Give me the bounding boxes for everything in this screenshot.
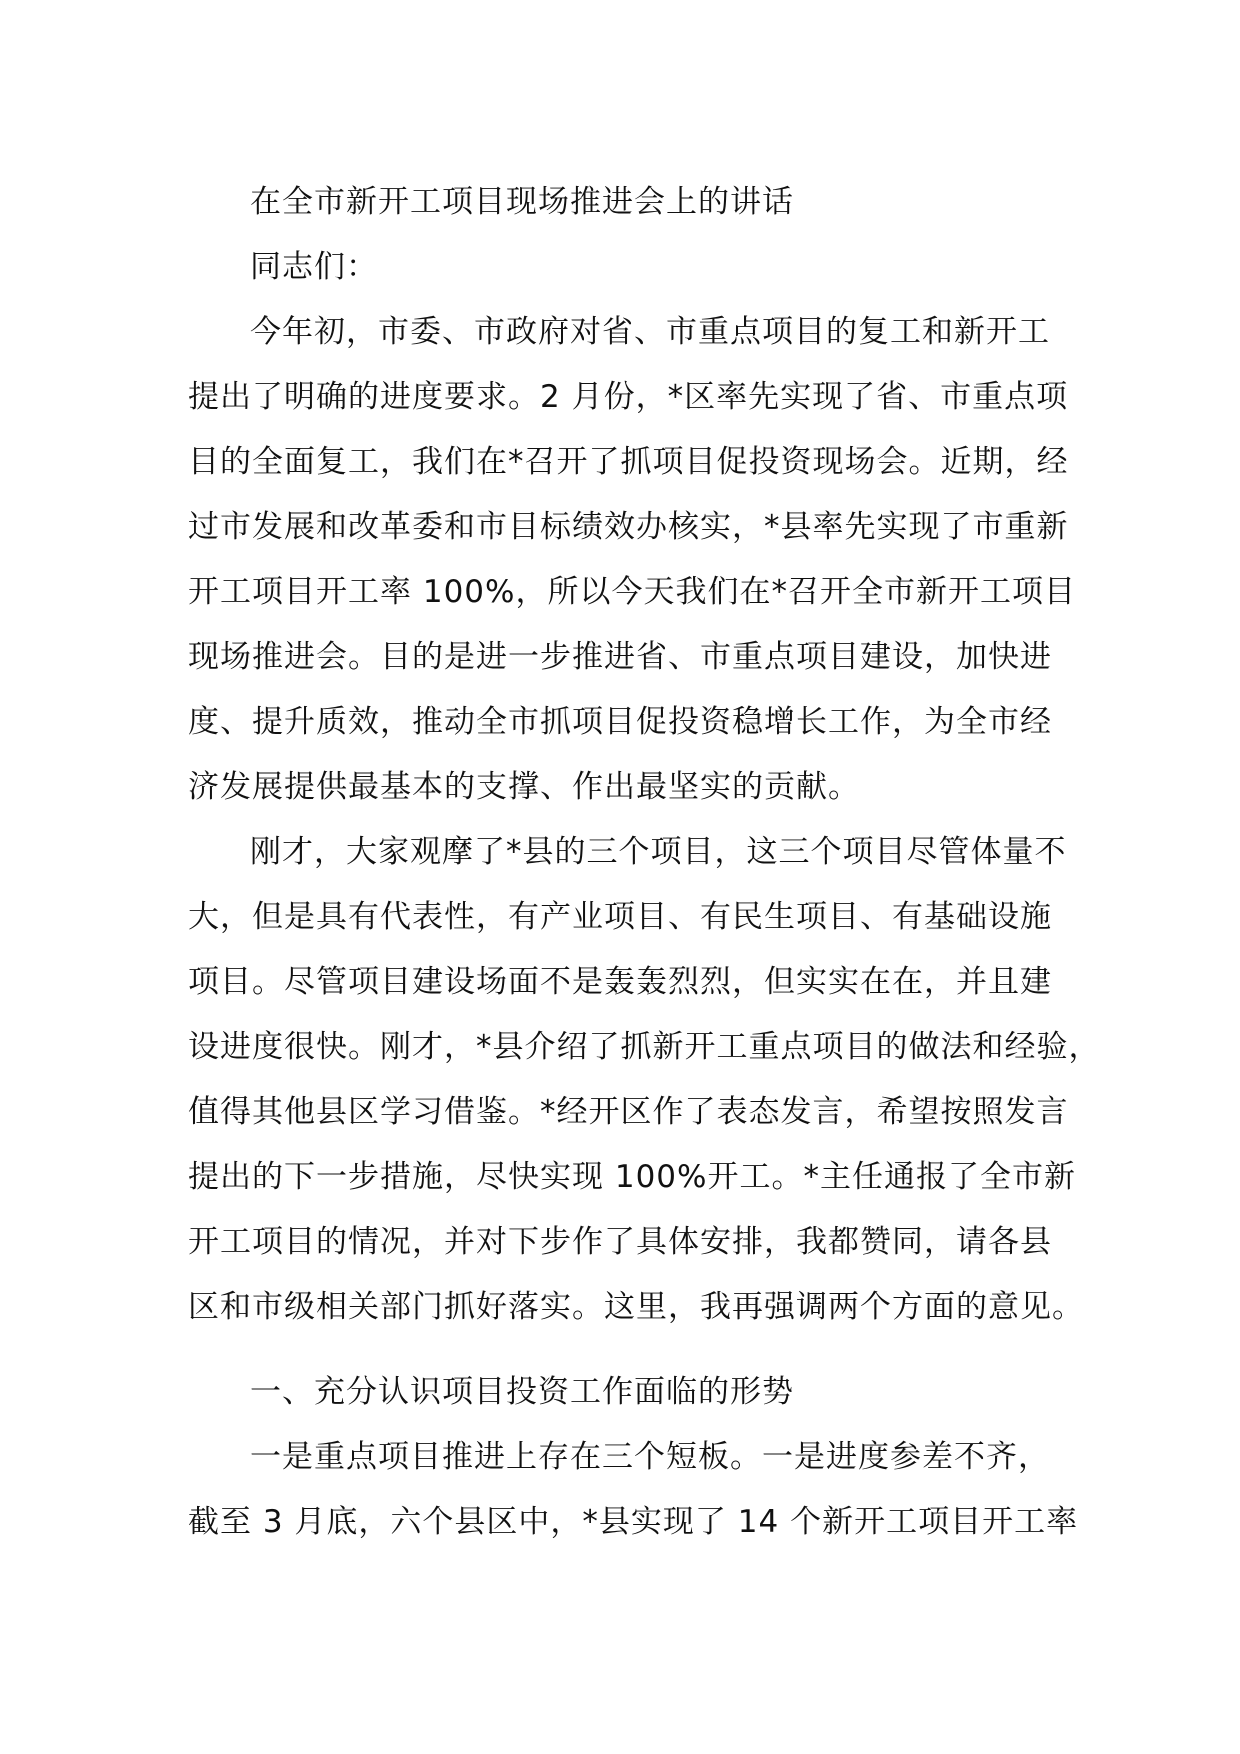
paragraph-2 [188,820,1101,1340]
paragraph-line: 过市发展和改革委和市目标绩效办核实，*县率先实现了市重新 [188,509,1069,545]
paragraph-line: 大，但是具有代表性，有产业项目、有民生项目、有基础设施 [188,899,1052,935]
document-body [188,170,1101,1555]
paragraph-3 [188,1425,1079,1555]
paragraph-line: 度、提升质效，推动全市抓项目促投资稳增长工作，为全市经 [188,704,1052,740]
paragraph-line: 提出的下一步措施，尽快实现 100%开工。*主任通报了全市新 [188,1159,1076,1195]
paragraph-line: 提出了明确的进度要求。2 月份，*区率先实现了省、市重点项 [188,379,1069,415]
paragraph-line: 一是重点项目推进上存在三个短板。一是进度参差不齐， [250,1439,1050,1475]
paragraph-line: 开工项目的情况，并对下步作了具体安排，我都赞同，请各县 [188,1224,1052,1260]
paragraph-line: 今年初，市委、市政府对省、市重点项目的复工和新开工 [250,314,1050,350]
paragraph-line: 现场推进会。目的是进一步推进省、市重点项目建设，加快进 [188,639,1052,675]
paragraph-line: 值得其他县区学习借鉴。*经开区作了表态发言，希望按照发言 [188,1094,1069,1130]
paragraph-line: 截至 3 月底，六个县区中，*县实现了 14 个新开工项目开工率 [188,1504,1079,1540]
section-heading: 一、充分认识项目投资工作面临的形势 [250,1374,794,1410]
paragraph-line: 开工项目开工率 100%，所以今天我们在*召开全市新开工项目 [188,574,1076,610]
paragraph-line: 区和市级相关部门抓好落实。这里，我再强调两个方面的意见。 [188,1289,1084,1325]
paragraph-line: 目的全面复工，我们在*召开了抓项目促投资现场会。近期，经 [188,444,1069,480]
paragraph-line: 项目。尽管项目建设场面不是轰轰烈烈，但实实在在，并且建 [188,964,1052,1000]
paragraph-line: 济发展提供最基本的支撑、作出最坚实的贡献。 [188,769,860,805]
salutation: 同志们： [250,249,378,285]
paragraph-1 [188,300,1076,820]
paragraph-line: 刚才，大家观摩了*县的三个项目，这三个项目尽管体量不 [250,834,1067,870]
paragraph-line: 设进度很快。刚才，*县介绍了抓新开工重点项目的做法和经验， [188,1029,1101,1065]
document-title: 在全市新开工项目现场推进会上的讲话 [250,184,794,220]
